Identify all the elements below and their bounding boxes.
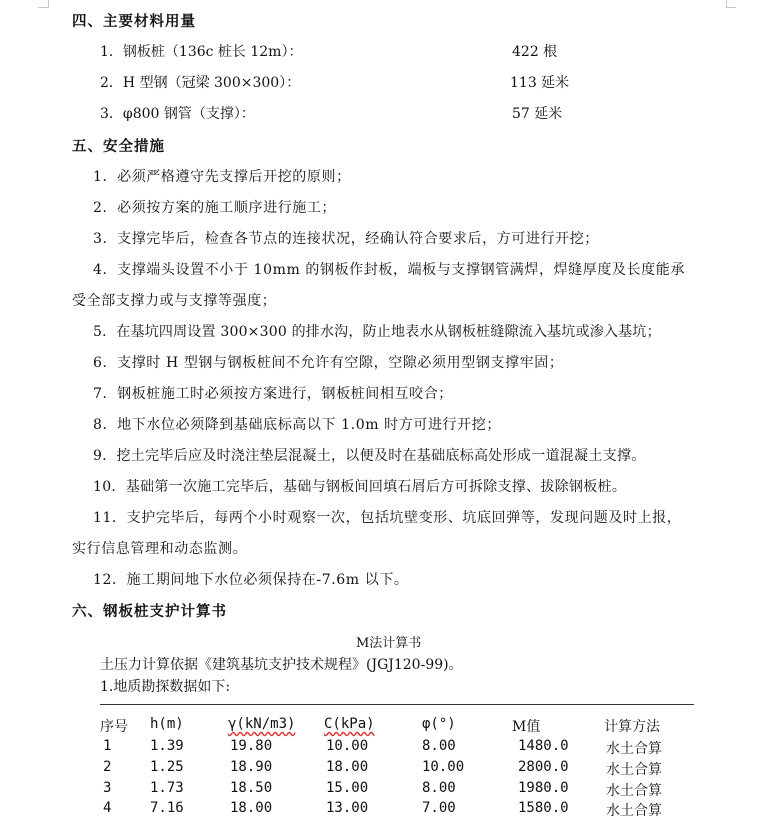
safety-line: 2．必须按方案的施工顺序进行施工； <box>93 200 337 216</box>
material-item-value: 57 延米 <box>512 106 563 122</box>
section-heading-calculation: 六、钢板桩支护计算书 <box>72 603 227 620</box>
table-header-index: 序号 <box>100 719 128 735</box>
safety-line: 1．必须严格遵守先支撑后开挖的原则； <box>93 169 351 185</box>
table-header-phi: φ(°) <box>422 716 456 732</box>
table-cell-method: 水土合算 <box>606 803 662 819</box>
safety-line-continuation: 受全部支撑力或与支撑等强度； <box>72 293 277 309</box>
table-cell-gamma: 18.50 <box>230 780 273 796</box>
material-item-label: 2．H 型钢（冠梁 300×300）： <box>100 75 301 91</box>
table-cell-m: 1980.0 <box>518 780 569 796</box>
safety-line: 5．在基坑四周设置 300×300 的排水沟，防止地表水从钢板桩缝隙流入基坑或渗入基坑； <box>93 324 661 340</box>
table-cell-index: 1 <box>103 738 112 754</box>
table-cell-h: 1.39 <box>150 738 184 754</box>
table-cell-gamma: 18.00 <box>230 800 273 816</box>
page-corner-mark-left-h <box>38 7 48 8</box>
calc-title: M法计算书 <box>356 636 422 651</box>
table-cell-index: 3 <box>103 780 112 796</box>
safety-line: 11．支护完毕后，每两个小时观察一次，包括坑壁变形、坑底回弹等，发现问题及时上报， <box>93 510 682 526</box>
table-header-m: M值 <box>512 719 541 735</box>
table-cell-m: 1580.0 <box>518 800 569 816</box>
table-header-c: C(kPa) <box>324 716 375 732</box>
table-cell-gamma: 18.90 <box>230 759 273 775</box>
table-cell-h: 1.25 <box>150 759 184 775</box>
table-cell-index: 4 <box>103 800 112 816</box>
table-cell-method: 水土合算 <box>606 762 662 778</box>
section-heading-materials: 四、主要材料用量 <box>72 13 196 30</box>
table-cell-method: 水土合算 <box>606 741 662 757</box>
table-cell-h: 1.73 <box>150 780 184 796</box>
safety-line: 6．支撑时 H 型钢与钢板桩间不允许有空隙，空隙必须用型钢支撑牢固； <box>93 355 564 371</box>
table-cell-h: 7.16 <box>150 800 184 816</box>
table-header-method: 计算方法 <box>604 719 660 735</box>
calc-subheading: 1.地质勘探数据如下: <box>100 679 231 695</box>
material-item-label: 3．φ800 钢管（支撑）： <box>100 106 255 122</box>
material-item-value: 422 根 <box>512 44 558 60</box>
safety-line: 9．挖土完毕后应及时浇注垫层混凝土，以便及时在基础底标高处形成一道混凝土支撑。 <box>93 448 646 464</box>
table-cell-index: 2 <box>103 759 112 775</box>
table-cell-c: 13.00 <box>326 800 369 816</box>
material-item-value: 113 延米 <box>510 75 570 91</box>
safety-line: 12．施工期间地下水位必须保持在-7.6m 以下。 <box>93 572 409 588</box>
table-top-rule <box>100 704 694 705</box>
table-cell-method: 水土合算 <box>606 783 662 799</box>
table-header-gamma: γ(kN/m3) <box>228 716 296 732</box>
calc-intro: 土压力计算依据《建筑基坑支护技术规程》(JGJ120-99)。 <box>100 657 463 673</box>
table-cell-m: 2800.0 <box>518 759 569 775</box>
table-cell-c: 10.00 <box>326 738 369 754</box>
table-cell-phi: 8.00 <box>422 738 456 754</box>
table-header-h: h(m) <box>150 716 184 732</box>
table-cell-c: 15.00 <box>326 780 369 796</box>
table-cell-phi: 7.00 <box>422 800 456 816</box>
section-heading-safety: 五、安全措施 <box>72 138 165 155</box>
material-item-label: 1．钢板桩（136c 桩长 12m）： <box>100 44 303 60</box>
table-cell-c: 18.00 <box>326 759 369 775</box>
table-cell-m: 1480.0 <box>518 738 569 754</box>
safety-line: 8．地下水位必须降到基础底标高以下 1.0m 时方可进行开挖； <box>93 417 501 433</box>
safety-line: 7．钢板桩施工时必须按方案进行，钢板桩间相互咬合； <box>93 386 453 402</box>
table-cell-phi: 8.00 <box>422 780 456 796</box>
safety-line: 10．基础第一次施工完毕后，基础与钢板间回填石屑后方可拆除支撑、拔除钢板桩。 <box>93 479 627 495</box>
safety-line-continuation: 实行信息管理和动态监测。 <box>72 541 248 557</box>
page-corner-mark-left <box>48 0 49 8</box>
safety-line: 4．支撑端头设置不小于 10mm 的钢板作封板，端板与支撑钢管满焊，焊缝厚度及长度能承 <box>93 262 685 278</box>
table-cell-gamma: 19.80 <box>230 738 273 754</box>
page-corner-mark-right-h <box>726 7 736 8</box>
safety-line: 3．支撑完毕后，检查各节点的连接状况，经确认符合要求后，方可进行开挖； <box>93 231 599 247</box>
table-cell-phi: 10.00 <box>422 759 465 775</box>
